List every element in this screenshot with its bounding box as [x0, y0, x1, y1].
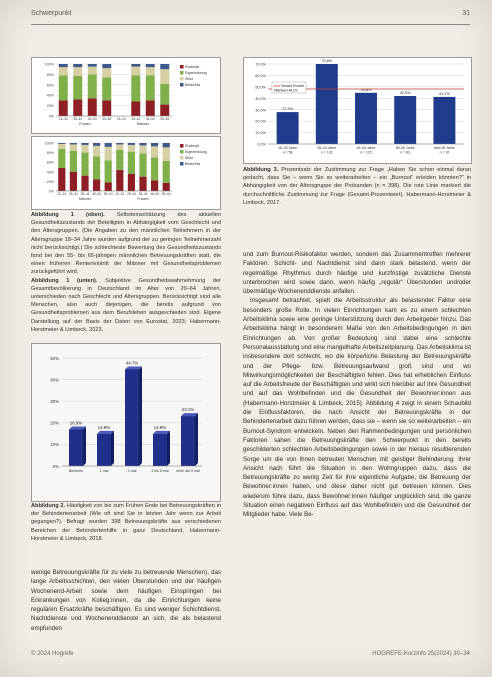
x-tick-label: 35–44: [73, 117, 83, 121]
data-label: 14.9%: [97, 424, 111, 430]
x-tick-label: 45–54: [87, 117, 97, 121]
bar-segment: [146, 75, 155, 100]
figure-3-caption-text: Prozentsatz der Zustimmung zur Frage „Haben Sie schon einmal daran gedacht, dass Sie – wenn Sie so weiterarbeiten – ein „Burnout“ erleiden könnten?“ in Abhängigkeit von der Altersgruppe der Probanden (n = 398). Die rote Linie markiert die durchschnittliche Zustimmung zur Frage (Gesamt-Prozentwert). Habermann-Horstmeier & Limbeck, 2017.: [243, 167, 471, 206]
data-label: 16.9%: [69, 420, 83, 426]
bar-top: [153, 431, 170, 434]
figure-1-bottom: [31, 136, 221, 210]
y-tick-label: 80%: [46, 72, 54, 77]
legend-swatch: [180, 83, 184, 87]
x-tick-label: Bereiche: [68, 469, 84, 473]
y-tick-label: 40.0%: [255, 96, 266, 101]
bar-segment: [163, 143, 170, 147]
bar-segment: [163, 161, 170, 183]
data-label: 44.7%: [125, 360, 139, 366]
bar-segment: [70, 151, 77, 172]
bar-segment: [59, 64, 68, 67]
bar: [394, 96, 416, 144]
legend-title: Gesamt Prozent: [281, 84, 305, 89]
figure-1-bottom-chart: [32, 137, 220, 209]
bar-segment: [59, 67, 68, 75]
y-tick-label: 0%: [48, 189, 54, 194]
figure-1-caption: [31, 211, 221, 334]
y-tick-label: 80%: [46, 151, 54, 156]
x-tick-label: 55–65: [102, 117, 112, 121]
bar-segment: [102, 64, 111, 68]
legend-swatch: [180, 144, 184, 148]
x-tick-label: 35–44: [80, 192, 90, 196]
bar-segment: [131, 67, 140, 76]
bar-segment: [73, 76, 82, 99]
x-tick-label: 45–54 Jahre: [356, 146, 376, 150]
x-tick-label: 18–34: [116, 117, 126, 121]
body-column-right: [243, 250, 471, 520]
x-tick-label: 18–34: [58, 117, 68, 121]
bar-segment: [146, 100, 155, 116]
bar-segment: [139, 154, 146, 177]
legend-entry: Rückhalt: [185, 144, 199, 148]
figure-2: [31, 343, 221, 502]
x-tick-label: 55–64: [161, 192, 171, 196]
legend-entry: Eigenleistung: [185, 150, 207, 154]
bar-segment: [116, 170, 123, 191]
group-label: Frauen: [79, 122, 91, 126]
bar-segment: [139, 177, 146, 191]
bar: [153, 434, 167, 466]
y-tick-label: 40%: [46, 93, 54, 98]
x-tick-label: 35–44: [138, 192, 148, 196]
legend-entry: Bedürfnis: [185, 83, 201, 87]
bar-segment: [151, 157, 158, 180]
bar: [69, 429, 83, 466]
body-right-paragraph-2: Insgesamt betrachtet, spielt die Arbeitsstruktur als belastender Faktor eine besonders große Rolle. In vielen Einrichtungen kam es zu einem schlechten Arbeitsklima sowie eine geringe Unterstützung durch den Arbeitgeber hinzu. Das Arbeitsklima hängt in besonderem Maße von den Arbeitsbedingungen in den Einrichtungen ab. Von großer Bedeutung sind dabei eine schlechte Personalausstattung und eine mangelhafte Arbeitszeitplanung. Das Arbeitsklima ist insbesondere dort schlecht, wo die körperliche Belastung der Betreuungskräfte und der Pflege- bzw. Betreuungsaufwand groß sind und wo Mitwirkungsmöglichkeiten der Beschäftigten fehlen. Dies hat erheblichen Einfluss auf die Arbeitsfreude der Beschäftigten und wirkt sich hierüber auf ihre Gesundheit und auf das Wohlbefinden und die Gesundheit der Bewohner:innen aus (Habermann-Horstmeier & Limbeck, 2015). Abbildung 4 zeigt in einem Schaubild die Einflussfaktoren, die nach Ansicht der Betreuungskräfte in der Behindertenarbeit dazu führen werden, dass sie – wenn sie so weiterarbeiten – ein Burnout-Syndrom entwickeln. Neben den Rahmenbedingungen und persönlichen Faktoren sahen die Betreuungskräfte den Schwerpunkt in den bereits geschilderten schlechten Arbeitsbedingungen sowie in der hieraus resultierenden Sorge um die von ihnen betreuten Menschen mit geistiger Behinderung. Ihrer Ansicht nach führt die Situation in den Wohngruppen dazu, dass die Betreuungskräfte zu wenig Zeit für ihre eigentliche Aufgabe, die Betreuung der Bewohner:innen haben, und diese daher nicht gut betreuen können. Dies wiederum führe dazu, dass Bewohner:innen häufiger unglücklich sind, die ganze Situation einen negativen Einfluss auf das Wohlbefinden und die Gesundheit der Mitglieder habe. Viele Be-: [243, 297, 471, 519]
y-tick-label: 30.0%: [255, 108, 266, 113]
data-label: 27.9%: [282, 107, 293, 112]
section-title: Schwerpunkt: [31, 10, 72, 17]
legend-value: Mittelwert 48,1%: [274, 88, 298, 93]
bar-segment: [81, 176, 88, 191]
figure-1-caption-text-a: Selbsteinschätzung des aktuellen Gesundheitszustands der Beteiligten in Abhängigkeit vom Geschlecht und den Altersgruppen. (Die Angaben zu den männlichen Teilnehmern in der Altersgruppe 18–34 Jahre wurden aufgrund der zu geringen Teilnehmerzahl nicht berücksichtigt.) Die schlechteste Bewertung des Gesundheitszustands fand bei den 55- bis 65-jährigen männlichen Betreuungskräften statt, die einen früheren Renteneintritt der Männer mit Gesundheitsproblemen zurückgeführt wird.: [31, 212, 221, 276]
bar-segment: [70, 143, 77, 144]
figure-3-caption-label: Abbildung 3.: [243, 167, 279, 173]
bar-segment: [131, 75, 140, 101]
bar-segment: [151, 143, 158, 146]
group-label: Männer: [136, 122, 150, 126]
figure-2-caption: [31, 502, 221, 543]
bar-segment: [58, 143, 65, 144]
x-tick-label: n = 58: [282, 150, 293, 155]
bar-top: [181, 413, 198, 416]
legend-swatch: [180, 156, 184, 160]
figure-2-chart: [32, 344, 220, 501]
bar: [181, 416, 195, 466]
y-tick-label: 20%: [46, 104, 54, 109]
y-tick-label: 0%: [52, 463, 59, 469]
figure-1-caption-text-b: Subjektive Gesundheitswahrnehmung der Gesamtbevölkerung in Deutschland im Alter von 20–64 Jahren, unterschieden nach Geschlecht und Altersgruppen. Berücksichtigt sind alle Menschen, also auch diejenigen, die bereits aufgrund von Gesundheitsproblemen aus dem Berufsleben ausgeschieden sind. Eigene Darstellung auf der Basis der Daten von Eurostat, 2023; Habermann-Horstmeier & Limbeck, 2023.: [31, 277, 222, 333]
x-tick-label: 45–54: [92, 192, 102, 196]
data-label: 73.8%: [321, 59, 333, 63]
y-tick-label: 40%: [50, 377, 59, 383]
legend-entry: Eigenleistung: [185, 71, 207, 75]
bar-side: [167, 431, 170, 466]
figure-2-caption-label: Abbildung 2.: [31, 503, 66, 509]
bar-segment: [116, 143, 123, 144]
legend-swatch: [180, 162, 184, 166]
y-tick-label: 40%: [46, 170, 54, 175]
bar-segment: [73, 64, 82, 67]
x-tick-label: 2 mal: [127, 469, 137, 473]
y-tick-label: 20%: [46, 179, 54, 184]
bar-segment: [160, 84, 169, 105]
x-tick-label: n = 10: [439, 150, 450, 155]
x-tick-label: 45–54: [150, 192, 160, 196]
bar-segment: [131, 101, 140, 116]
bar-segment: [131, 64, 140, 67]
y-tick-label: 60.0%: [255, 74, 266, 79]
bar-segment: [116, 144, 123, 149]
x-tick-label: 55–64: [103, 192, 113, 196]
footer-citation: HOGREFE-Kurzinfo 25(2024) 30–34: [372, 651, 470, 657]
bar-segment: [81, 153, 88, 176]
bar-segment: [105, 160, 112, 182]
x-tick-label: 35–44: [131, 117, 141, 121]
bar-segment: [151, 180, 158, 191]
y-tick-label: 100%: [44, 62, 54, 67]
bar: [125, 369, 139, 466]
data-label: 14.9%: [153, 424, 167, 430]
bar-segment: [93, 179, 100, 191]
legend-swatch: [180, 71, 184, 75]
body-right-paragraph-1: und zum Burnout-Risikofaktor werden, sondern das Zusammentreffen mehrerer Faktoren. Schicht- und Nachtdienst sind dann stark belastend, wenn der regelmäßige Rhythmus durch häufige und kurzfristige zusätzliche Dienste unterbrochen wird sowie dann, wenn häufig „regulär“ Überstunden und/oder übermäßige Wochenenddienste anfallen.: [243, 251, 471, 296]
y-tick-label: 50.0%: [255, 85, 266, 90]
data-label: 41.2%: [439, 91, 450, 96]
legend-entry: Stütz: [185, 156, 194, 160]
bar-segment: [81, 145, 88, 153]
x-tick-label: 55–65 Jahre: [395, 146, 415, 150]
body-left-paragraph: wenige Betreuungskräfte für zu viele zu betreuende Menschen), das lange Arbeitsschichten, den vielen Überstunden und der häufigen Wochenend-Arbeit sowie dem häufigen Einspringen bei Erkrankungen von Kolleg:innen, da die Einrichtungen keine regulären Ersatzkräfte beschäftigen. Es sind weniger Schichtdienst, Nachtdienste und Wochenenddienste an sich, die als belastend empfunden: [31, 569, 221, 632]
legend-entry: Bedürfnis: [185, 162, 201, 166]
bar: [316, 64, 338, 144]
bar-segment: [93, 156, 100, 179]
y-tick-label: 60%: [46, 83, 54, 88]
x-tick-label: über 65 Jahre: [433, 146, 455, 150]
x-tick-label: 3 bis 5 mal: [151, 469, 169, 473]
bar-segment: [139, 143, 146, 145]
bar-segment: [70, 144, 77, 150]
figure-3-caption: [243, 166, 471, 207]
data-label: 44.8%: [360, 87, 372, 92]
bar-segment: [88, 67, 97, 75]
bar-segment: [160, 105, 169, 116]
bar-segment: [88, 98, 97, 116]
bar-segment: [93, 143, 100, 146]
bar-segment: [128, 143, 135, 145]
bar-segment: [151, 146, 158, 157]
x-tick-label: n = 132: [321, 150, 333, 155]
figure-1-top: [31, 57, 221, 134]
group-label: Männer: [78, 197, 92, 201]
data-label: 23.1%: [181, 407, 195, 413]
figure-2-caption-text: Häufigkeit von bis zum Frühen Ende bei Betreuungskräften in der Behindertenarbeit (Wie oft sind Sie in letzten Jahr wenn zur Arbeit gegangen?). Befragt wurden 398 Betreuungskräfte aus verschiedenen Bereichen der Behindertenhilfe in ganz Deutschland, Habermann-Horstmeier & Limbeck, 2018.: [31, 503, 221, 542]
x-tick-label: 25–34: [126, 192, 136, 196]
bar: [433, 97, 455, 144]
x-tick-label: 20–24: [115, 192, 125, 196]
bar-segment: [70, 172, 77, 191]
footer-copyright: © 2024 Hogrefe: [31, 651, 74, 657]
bar-segment: [105, 143, 112, 147]
bar-segment: [102, 100, 111, 116]
y-tick-label: 30%: [50, 399, 59, 404]
y-tick-label: 60%: [46, 160, 54, 165]
x-tick-label: n = 125: [360, 150, 372, 155]
bar-top: [69, 426, 86, 429]
bar-segment: [116, 150, 123, 170]
bar-side: [111, 431, 114, 466]
bar-segment: [102, 68, 111, 77]
bar-top: [97, 431, 114, 434]
body-column-left: [31, 568, 221, 633]
x-tick-label: 18–34 Jahre: [278, 146, 298, 150]
bar-segment: [160, 64, 169, 69]
bar-segment: [59, 75, 68, 100]
bar-segment: [128, 145, 135, 152]
bar-segment: [88, 74, 97, 98]
bar-segment: [81, 143, 88, 145]
y-tick-label: 20%: [50, 420, 59, 426]
legend-swatch: [180, 150, 184, 154]
bar-segment: [139, 145, 146, 153]
bar-segment: [73, 67, 82, 76]
bar-segment: [58, 144, 65, 149]
bar: [355, 93, 377, 144]
x-tick-label: 55–65: [160, 117, 170, 121]
y-tick-label: 10.0%: [255, 131, 266, 136]
bar-top: [125, 366, 142, 369]
bar-segment: [146, 67, 155, 75]
x-tick-label: 1 mal: [99, 469, 109, 473]
bar-segment: [146, 64, 155, 67]
page-footer: [31, 651, 470, 665]
y-tick-label: 10%: [50, 442, 59, 448]
legend-swatch: [180, 65, 184, 69]
bar-side: [139, 366, 142, 466]
bar-segment: [58, 168, 65, 191]
bar: [277, 112, 299, 144]
x-tick-label: n = 83: [400, 150, 410, 155]
y-tick-label: 70.0%: [255, 62, 266, 67]
bar-segment: [128, 174, 135, 191]
bar-segment: [163, 183, 170, 191]
figure-1-caption-label-a: Abbildung 1 (oben).: [31, 212, 105, 218]
x-tick-label: 45–54: [145, 117, 155, 121]
x-tick-label: mehr als 5 mal: [176, 469, 200, 473]
x-tick-label: 20–24: [57, 192, 67, 196]
y-tick-label: 50%: [50, 355, 59, 361]
figure-3-chart: [244, 58, 471, 163]
bar-segment: [128, 152, 135, 174]
bar-segment: [59, 100, 68, 116]
y-tick-label: 0.0%: [257, 142, 266, 147]
bar-segment: [93, 146, 100, 157]
y-tick-label: 100%: [44, 141, 54, 146]
legend-entry: Rückhalt: [185, 65, 199, 69]
bar: [97, 434, 111, 466]
page-number: 31: [462, 10, 470, 17]
figure-1-top-chart: [32, 58, 220, 133]
bar-segment: [88, 64, 97, 67]
bar-segment: [73, 99, 82, 116]
group-label: Frauen: [137, 197, 149, 201]
page-header: [31, 8, 470, 25]
bar-segment: [163, 147, 170, 160]
data-label: 42.0%: [399, 91, 411, 95]
x-tick-label: 35–44 Jahre: [317, 146, 337, 150]
y-tick-label: 0%: [48, 114, 54, 119]
x-tick-label: 25–34: [68, 192, 78, 196]
bar-segment: [58, 149, 65, 168]
bar-segment: [105, 182, 112, 191]
bar-segment: [105, 147, 112, 160]
bar-segment: [102, 78, 111, 101]
legend-swatch: [180, 77, 184, 81]
figure-3: [243, 57, 472, 164]
legend-entry: Stütz: [185, 77, 194, 81]
figure-1-caption-label-b: Abbildung 1 (unten).: [31, 277, 98, 284]
y-tick-label: 20.0%: [255, 119, 266, 124]
bar-side: [83, 426, 86, 466]
bar-side: [195, 413, 198, 466]
bar-segment: [160, 69, 169, 84]
